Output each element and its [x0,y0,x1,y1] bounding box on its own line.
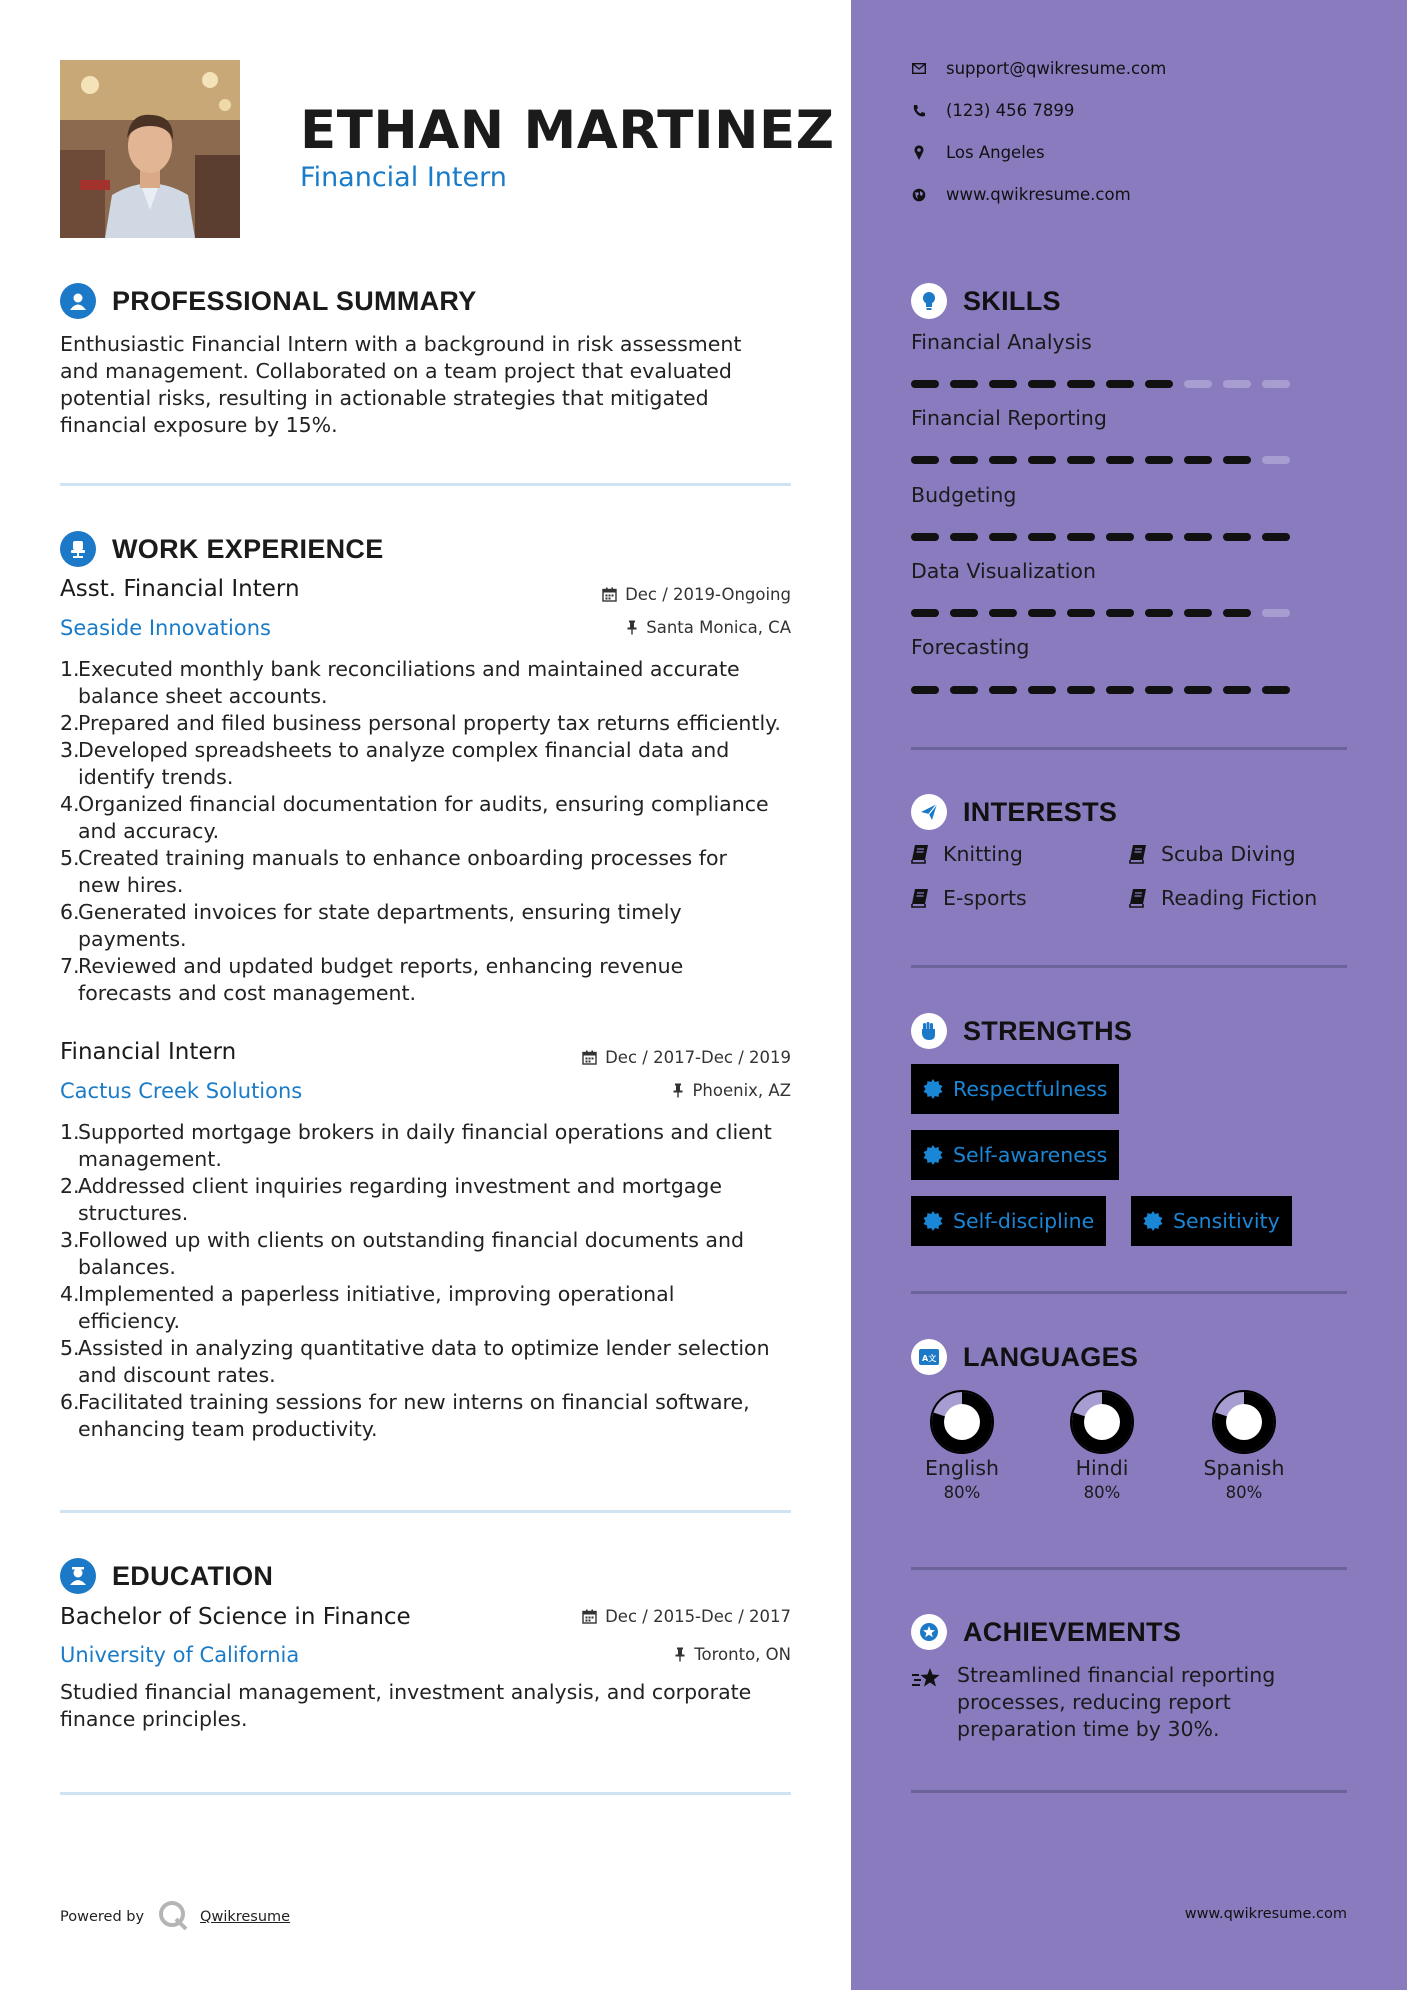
list-item: 2. Prepared and filed business personal property tax returns efficiently. [60,711,781,735]
profile-photo [60,60,240,238]
skill-segment [1106,609,1134,617]
section-divider [911,747,1347,750]
job-duties [60,1119,791,1443]
skill-segment [1067,533,1095,541]
education-description [60,1679,791,1733]
interest-item [1129,886,1317,910]
skill-segment [989,533,1017,541]
language-percent: 80% [1083,1483,1121,1502]
job-location [626,618,791,637]
book-icon [1129,844,1147,864]
strength-chip [1131,1196,1292,1246]
language-ring [1212,1390,1276,1454]
list-item: 3. Followed up with clients on outstanding financial documents and [60,1228,744,1252]
contact-phone-text: (123) 456 7899 [946,101,1075,120]
skill-segment [1067,380,1095,388]
job-location-text: Santa Monica, CA [646,618,791,637]
calendar-icon [582,1050,597,1065]
interests-header [911,794,1117,830]
education-dates [582,1607,791,1626]
contact-phone[interactable] [911,101,1074,120]
badge-icon [923,1079,943,1099]
badge-icon [923,1211,943,1231]
fist-icon [911,1013,947,1049]
skill-segment [950,456,978,464]
skill-segment [1028,686,1056,694]
skill-segment [1067,686,1095,694]
skill-bar [911,686,1301,694]
education-location [674,1645,791,1664]
skill-name: Data Visualization [911,559,1096,583]
job-location-text: Phoenix, AZ [692,1081,791,1100]
language-item [1042,1390,1162,1502]
skill-segment [911,456,939,464]
job-title: Financial Intern [60,1039,237,1065]
book-icon [911,888,929,908]
interest-label: Reading Fiction [1161,886,1318,910]
strength-label: Sensitivity [1173,1209,1280,1233]
strengths-title: STRENGTHS [963,1015,1133,1046]
interest-label: Knitting [943,842,1023,866]
footer-website[interactable]: www.qwikresume.com [1184,1906,1347,1922]
list-item: identify trends. [78,765,234,789]
chair-icon [60,531,96,567]
achievement-item [911,1662,1347,1743]
skill-segment [1106,533,1134,541]
list-item: 6. Generated invoices for state departments, ensuring timely [60,900,682,924]
section-divider [60,1510,791,1513]
skill-segment [1262,456,1290,464]
list-item: efficiency. [78,1309,180,1333]
skill-segment [950,609,978,617]
list-item: 5. Assisted in analyzing quantitative data to optimize lender selection [60,1336,770,1360]
skill-bar [911,533,1301,541]
skill-segment [1262,533,1290,541]
list-item: structures. [78,1201,189,1225]
list-item: payments. [78,927,187,951]
language-percent: 80% [1225,1483,1263,1502]
education-header [60,1558,273,1594]
skill-segment [911,380,939,388]
shooting-star-icon [911,1666,943,1692]
list-item: 2. Addressed client inquiries regarding investment and mortgage [60,1174,722,1198]
list-item: new hires. [78,873,184,897]
achievements-title: ACHIEVEMENTS [963,1616,1182,1647]
job-title: Asst. Financial Intern [60,576,300,602]
section-divider [60,1792,791,1795]
education-line: Studied financial management, investment analysis, and corporate [60,1680,752,1704]
skill-segment [911,533,939,541]
skill-segment [1184,380,1212,388]
pin-icon [672,1083,684,1098]
skill-segment [989,456,1017,464]
degree-title: Bachelor of Science in Finance [60,1604,411,1630]
skill-segment [1184,456,1212,464]
book-icon [911,844,929,864]
skill-segment [1106,456,1134,464]
interest-item [911,886,1027,910]
skill-name: Financial Reporting [911,406,1107,430]
skill-segment [1184,686,1212,694]
experience-header [60,531,384,567]
list-item: and discount rates. [78,1363,276,1387]
skill-segment [1262,380,1290,388]
skill-segment [989,609,1017,617]
contact-location-text: Los Angeles [946,143,1045,162]
education-title: EDUCATION [112,1560,274,1591]
qwikresume-link[interactable]: Qwikresume [200,1909,291,1925]
calendar-icon [582,1609,597,1624]
language-item [1184,1390,1304,1502]
sidebar [851,0,1407,1990]
skill-bar [911,380,1301,388]
languages-header [911,1339,1138,1375]
list-item: balance sheet accounts. [78,684,328,708]
strength-chip [911,1130,1119,1180]
contact-email[interactable] [911,59,1166,78]
education-location-text: Toronto, ON [694,1645,791,1664]
list-item: 3. Developed spreadsheets to analyze complex financial data and [60,738,730,762]
star-badge-icon [911,1614,947,1650]
lightbulb-icon [911,283,947,319]
skill-segment [1145,609,1173,617]
map-marker-icon [911,145,927,161]
skill-segment [1028,456,1056,464]
skills-title: SKILLS [963,285,1061,316]
section-divider [911,1567,1347,1570]
list-item: 4. Organized financial documentation for audits, ensuring compliance [60,792,769,816]
languages-title: LANGUAGES [963,1341,1139,1372]
summary-line: potential risks, resulting in actionable strategies that mitigated [60,386,709,410]
education-line: finance principles. [60,1707,248,1731]
summary-line: and management. Collaborated on a team project that evaluated [60,359,732,383]
main-column [60,0,835,1990]
job-company: Cactus Creek Solutions [60,1079,303,1103]
skill-segment [950,686,978,694]
language-name: English [924,1456,1000,1480]
interest-label: E-sports [943,886,1027,910]
skill-segment [1145,533,1173,541]
skill-segment [989,380,1017,388]
achievement-text [957,1662,1275,1743]
language-name: Spanish [1203,1456,1285,1480]
strength-label: Self-awareness [953,1143,1108,1167]
skill-bar [911,609,1301,617]
achievement-line: processes, reducing report [957,1690,1231,1714]
skill-segment [1028,380,1056,388]
book-icon [1129,888,1147,908]
skill-segment [1145,380,1173,388]
summary-line: financial exposure by 15%. [60,413,338,437]
list-item: balances. [78,1255,176,1279]
phone-icon [911,103,927,119]
skill-segment [989,686,1017,694]
skill-segment [1223,686,1251,694]
strength-chip [911,1064,1119,1114]
summary-header [60,283,477,319]
language-ring [930,1390,994,1454]
summary-text [60,331,791,439]
interest-item [1129,842,1296,866]
user-icon [60,283,96,319]
skill-segment [1262,609,1290,617]
list-item: 7. Reviewed and updated budget reports, enhancing revenue [60,954,684,978]
skill-segment [1223,456,1251,464]
achievement-line: preparation time by 30%. [957,1717,1220,1741]
skill-segment [1223,380,1251,388]
skill-segment [1106,380,1134,388]
skill-segment [1184,533,1212,541]
svg-text:A文: A文 [922,1354,937,1363]
graduate-icon [60,1558,96,1594]
calendar-icon [602,587,617,602]
skill-segment [1067,456,1095,464]
pin-icon [674,1647,686,1662]
summary-line: Enthusiastic Financial Intern with a background in risk assessment [60,332,742,356]
skill-segment [950,380,978,388]
skill-segment [1223,609,1251,617]
job-dates-text: Dec / 2017-Dec / 2019 [605,1048,791,1067]
skill-segment [1028,609,1056,617]
interest-item [911,842,1023,866]
skill-segment [1106,686,1134,694]
language-item [902,1390,1022,1502]
language-name: Hindi [1075,1456,1129,1480]
skill-name: Forecasting [911,635,1030,659]
strengths-header [911,1013,1132,1049]
list-item: enhancing team productivity. [78,1417,378,1441]
skill-segment [1028,533,1056,541]
candidate-name: ETHAN MARTINEZ [300,100,835,161]
list-item: 1. Executed monthly bank reconciliations and maintained accurate [60,657,740,681]
powered-by-label: Powered by [60,1909,145,1925]
skill-segment [1145,456,1173,464]
language-percent: 80% [943,1483,981,1502]
contact-website-text: www.qwikresume.com [946,185,1131,204]
skill-name: Financial Analysis [911,330,1092,354]
achievements-header [911,1614,1181,1650]
interests-title: INTERESTS [963,796,1118,827]
envelope-icon [911,61,927,77]
skill-segment [911,609,939,617]
contact-location [911,143,1045,162]
powered-by [60,1900,290,1934]
section-divider [911,1291,1347,1294]
section-divider [911,965,1347,968]
list-item: 6. Facilitated training sessions for new interns on financial software, [60,1390,750,1414]
job-company: Seaside Innovations [60,616,271,640]
strength-label: Self-discipline [953,1209,1095,1233]
contact-website[interactable] [911,185,1131,204]
qwikresume-logo-icon [158,1900,190,1934]
strength-chip [911,1196,1106,1246]
skill-segment [1067,609,1095,617]
paper-plane-icon [911,794,947,830]
translate-icon [911,1339,947,1375]
job-dates [582,1048,791,1067]
job-dates [602,585,791,604]
job-dates-text: Dec / 2019-Ongoing [625,585,791,604]
interest-label: Scuba Diving [1161,842,1296,866]
skill-segment [1262,686,1290,694]
globe-icon [911,187,927,203]
school-name: University of California [60,1643,300,1667]
strength-label: Respectfulness [953,1077,1108,1101]
skill-segment [950,533,978,541]
contact-email-text: support@qwikresume.com [946,59,1167,78]
list-item: forecasts and cost management. [78,981,417,1005]
language-ring [1070,1390,1134,1454]
skills-header [911,283,1061,319]
skill-segment [1184,609,1212,617]
badge-icon [1143,1211,1163,1231]
list-item: management. [78,1147,222,1171]
skill-segment [1223,533,1251,541]
candidate-role: Financial Intern [300,162,507,193]
pin-icon [626,620,638,635]
skill-segment [911,686,939,694]
job-location [672,1081,791,1100]
experience-title: WORK EXPERIENCE [112,533,384,564]
badge-icon [923,1145,943,1165]
summary-title: PROFESSIONAL SUMMARY [112,285,477,316]
section-divider [60,483,791,486]
achievement-line: Streamlined financial reporting [957,1663,1276,1687]
skill-bar [911,456,1301,464]
job-duties [60,656,791,1007]
list-item: and accuracy. [78,819,220,843]
list-item: 5. Created training manuals to enhance onboarding processes for [60,846,727,870]
list-item: 4. Implemented a paperless initiative, improving operational [60,1282,675,1306]
section-divider [911,1790,1347,1793]
list-item: 1. Supported mortgage brokers in daily financial operations and client [60,1120,772,1144]
education-dates-text: Dec / 2015-Dec / 2017 [605,1607,791,1626]
skill-segment [1145,686,1173,694]
skill-name: Budgeting [911,483,1017,507]
